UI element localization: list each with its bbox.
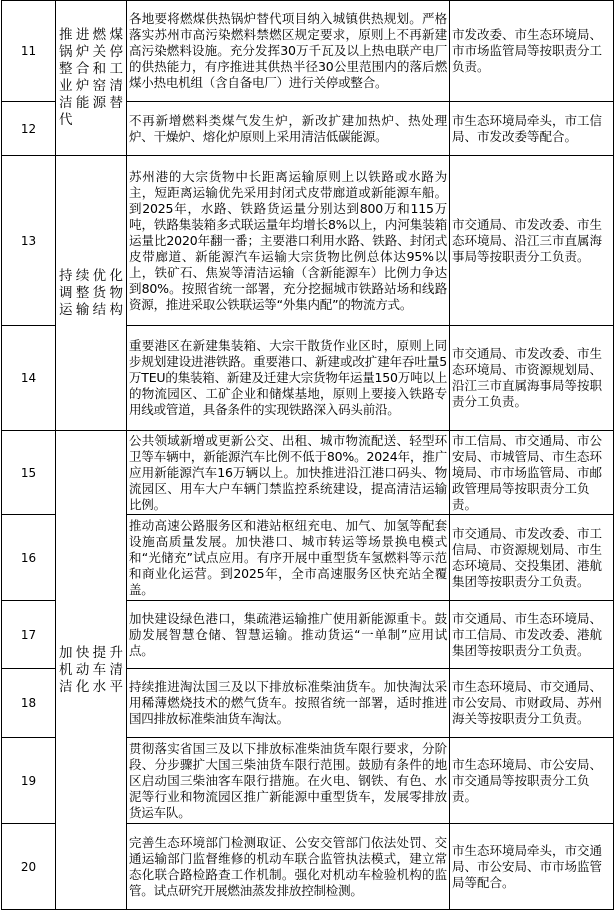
table-row (2, 1, 614, 102)
measure-content: 各地要将燃煤供热锅炉替代项目纳入城镇供热规划。严格落实苏州市高污染燃料禁燃区规定要求，原则上不再新建高污染燃料设施。充分发挥30万千瓦及以上热电联产电厂的供热能力，有序推进其供热半径30公里范围内的落后燃煤小热电机组（含自备电厂）进行关停或整合。 (127, 1, 450, 102)
responsible-units: 市工信局、市交通局、市公安局、市城管局、市生态环境局、市市场监管局、市邮政管理局等按职责分工负责。 (450, 431, 614, 515)
measure-content: 重要港区在新建集装箱、大宗干散货作业区时，原则上同步规划建设进港铁路。重要港口、新建或改扩建年吞吐量5万TEU的集装箱、新建及迁建大宗货物年运量150万吨以上的物流园区、工矿企业和储煤基地，原则上要接入铁路专用线或管道，具备条件的实现铁路深入码头前沿。 (127, 326, 450, 431)
row-number: 19 (2, 738, 56, 824)
row-number: 17 (2, 601, 56, 669)
responsible-units: 市交通局、市发改委、市生态环境局、沿江三市直属海事局等按职责分工负责。 (450, 156, 614, 326)
row-number: 16 (2, 515, 56, 601)
measure-content: 持续推进淘汰国三及以下排放标准柴油货车。加快淘汰采用稀薄燃烧技术的燃气货车。按照省统一部署，适时推进国四排放标准柴油货车淘汰。 (127, 669, 450, 738)
row-number: 11 (2, 1, 56, 102)
task-category: 持续优化调整货物运输结构 (56, 156, 127, 431)
measure-content: 推动高速公路服务区和港站枢纽充电、加气、加氢等配套设施高质量发展。加快港口、城市转运等场景换电模式和“光储充”试点应用。有序开展中重型货车氢燃料等示范和商业化运营。到2025年，全市高速服务区快充站全覆盖。 (127, 515, 450, 601)
responsible-units: 市交通局、市生态环境局、市工信局、市发改委、港航集团等按职责分工负责。 (450, 601, 614, 669)
measure-content: 完善生态环境部门检测取证、公安交管部门依法处罚、交通运输部门监督维修的机动车联合监管执法模式，建立常态化联合路检路查工作机制。强化对机动车检验机构的监管。试点研究开展燃油蒸发排放控制检测。 (127, 824, 450, 910)
row-number: 13 (2, 156, 56, 326)
task-table (1, 0, 614, 910)
measure-content: 公共领域新增或更新公交、出租、城市物流配送、轻型环卫等车辆中，新能源汽车比例不低于80%。2024年，推广应用新能源汽车16万辆以上。加快推进沿江港口码头、物流园区、用车大户车辆门禁监控系统建设，提高清洁运输比例。 (127, 431, 450, 515)
measure-content: 苏州港的大宗货物中长距离运输原则上以铁路或水路为主，短距离运输优先采用封闭式皮带廊道或新能源车船。到2025年，水路、铁路货运量分别达到800万和115万吨，铁路集装箱多式联运量年均增长8%以上，内河集装箱运量比2020年翻一番；主要港口利用水路、铁路、封闭式皮带廊道、新能源汽车运输大宗货物比例总体达95%以上，铁矿石、焦炭等清洁运输（含新能源车）比例力争达到80%。按照省统一部署，充分挖掘城市铁路站场和线路资源，推进采取公铁联运等“外集内配”的物流方式。 (127, 156, 450, 326)
row-number: 12 (2, 102, 56, 156)
row-number: 18 (2, 669, 56, 738)
responsible-units: 市发改委、市生态环境局、市市场监管局等按职责分工负责。 (450, 1, 614, 102)
measure-content: 不再新增燃料类煤气发生炉，新改扩建加热炉、热处理炉、干燥炉、熔化炉原则上采用清洁低碳能源。 (127, 102, 450, 156)
row-number: 20 (2, 824, 56, 910)
responsible-units: 市生态环境局、市交通局、市公安局、市财政局、苏州海关等按职责分工负责。 (450, 669, 614, 738)
row-number: 15 (2, 431, 56, 515)
measure-content: 贯彻落实省国三及以下排放标准柴油货车限行要求，分阶段、分步骤扩大国三柴油货车限行范围。鼓励有条件的地区启动国三柴油客车限行措施。在火电、钢铁、有色、水泥等行业和物流园区推广新能源中重型货车，发展零排放货运车队。 (127, 738, 450, 824)
responsible-units: 市生态环境局牵头，市交通局、市公安局、市市场监管局等配合。 (450, 824, 614, 910)
measure-content: 加快建设绿色港口，集疏港运输推广使用新能源重卡。鼓励发展智慧仓储、智慧运输。推动货运“一单制”应用试点。 (127, 601, 450, 669)
task-category: 加快提升机动车清洁化水平 (56, 431, 127, 910)
row-number: 14 (2, 326, 56, 431)
responsible-units: 市交通局、市发改委、市生态环境局、市资源规划局、沿江三市直属海事局等按职责分工负责。 (450, 326, 614, 431)
responsible-units: 市生态环境局、市公安局、市交通局等按职责分工负责。 (450, 738, 614, 824)
responsible-units: 市交通局、市发改委、市工信局、市资源规划局、市生态环境局、交投集团、港航集团等按职责分工负责。 (450, 515, 614, 601)
table-row (2, 156, 614, 326)
task-category: 推进燃煤锅炉关停整合和工业炉窑清洁能源替代 (56, 1, 127, 156)
responsible-units: 市生态环境局牵头，市工信局、市发改委等配合。 (450, 102, 614, 156)
table-row (2, 431, 614, 515)
